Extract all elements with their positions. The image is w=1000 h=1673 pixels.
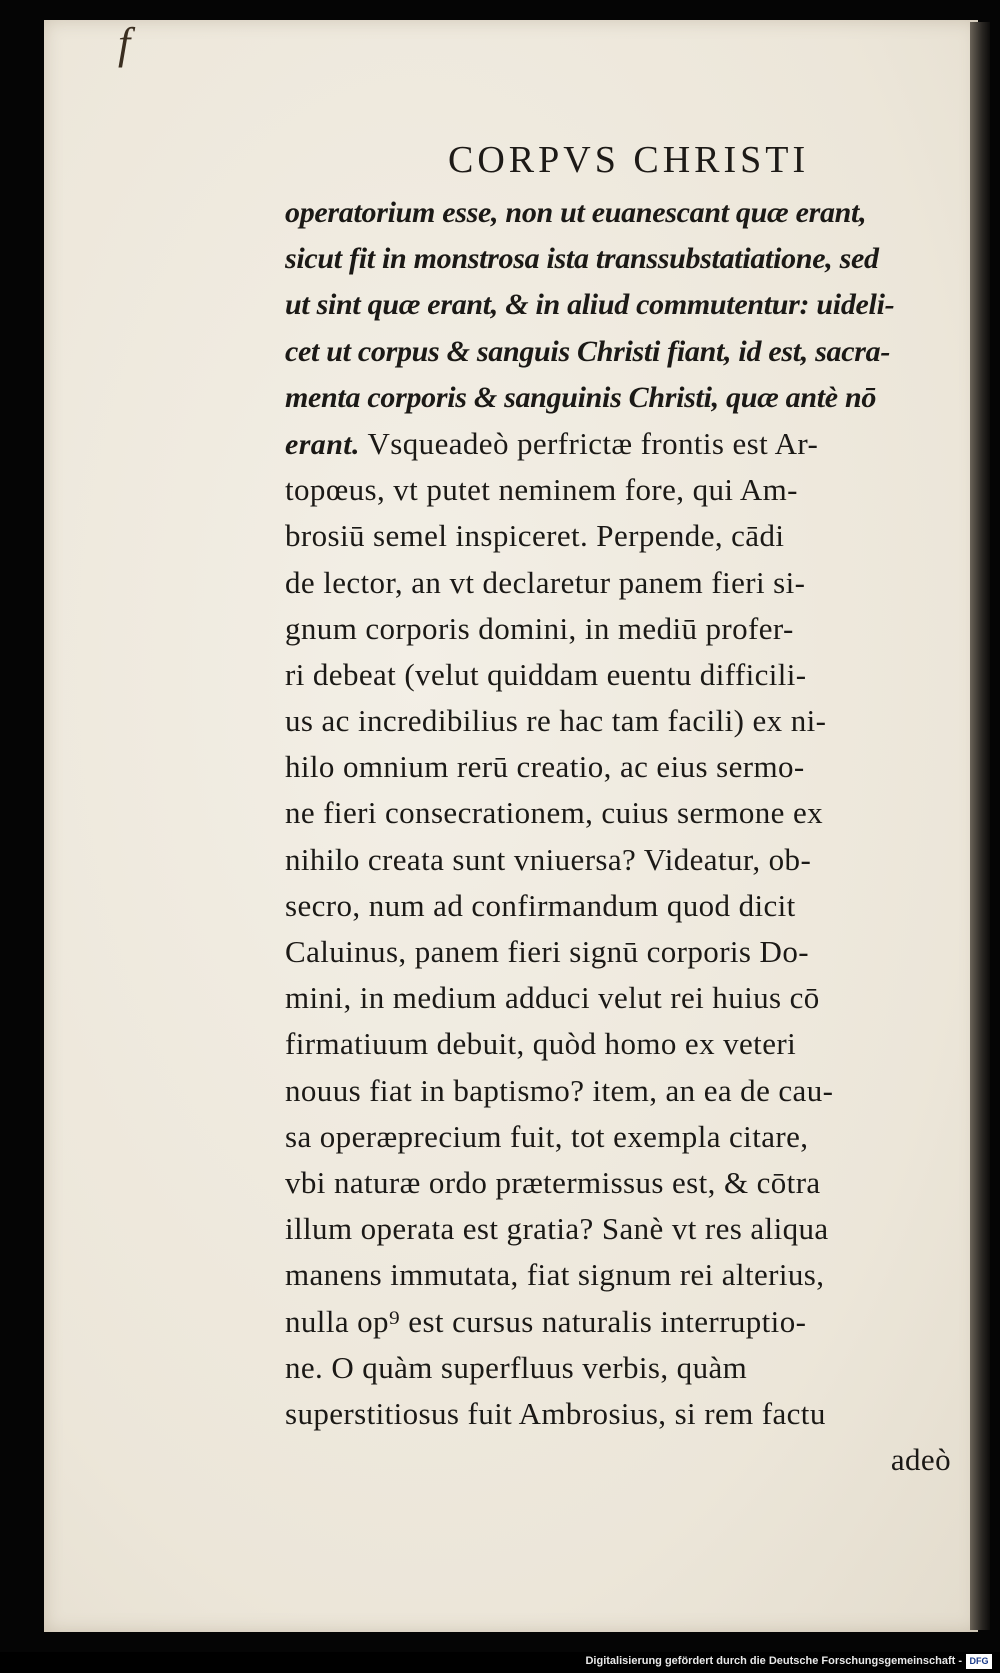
text-line: us ac incredibilius re hac tam facili) ex ni- [285, 703, 827, 739]
text-line: ne fieri consecrationem, cuius sermone ex [285, 795, 824, 831]
dfg-logo: DFG [966, 1654, 992, 1669]
text-line: vbi naturæ ordo prætermissus est, & cōtra [285, 1164, 821, 1200]
text-line: gnum corporis domini, in mediū profer- [285, 610, 794, 646]
text-line: ut sint quæ erant, & in aliud commutentur: uideli- [285, 288, 895, 322]
text-line: nulla op⁹ est cursus naturalis interruptio- [285, 1303, 807, 1339]
text-line: menta corporis & sanguinis Christi, quæ antè nō [285, 380, 877, 414]
text-line: operatorium esse, non ut euanescant quæ erant, [285, 196, 867, 229]
running-head: CORPVS CHRISTI [448, 139, 810, 181]
text-line: sa operæprecium fuit, tot exempla citare, [285, 1118, 809, 1154]
text-line: mini, in medium adduci velut rei huius cō [285, 980, 820, 1016]
text-line: manens immutata, fiat signum rei alterius, [285, 1257, 825, 1293]
text-line [285, 421, 957, 467]
text-line: superstitiosus fuit Ambrosius, si rem factu [285, 1395, 826, 1431]
text-line: topœus, vt putet neminem fore, qui Am- [285, 472, 798, 508]
text-line: sicut fit in monstrosa ista transsubstatiatione, sed [285, 242, 879, 276]
text-line: cet ut corpus & sanguis Christi fiant, id est, sacra- [285, 334, 891, 368]
body-text [285, 190, 957, 1483]
text-line: firmatiuum debuit, quòd homo ex veteri [285, 1026, 797, 1062]
text-line: Caluinus, panem fieri signū corporis Do- [285, 934, 809, 969]
roman-fragment: Vsqueadeò perfrictæ frontis est Ar- [359, 425, 819, 461]
footer-bar [0, 1652, 1000, 1673]
italic-fragment: erant. [285, 427, 360, 461]
text-line: illum operata est gratia? Sanè vt res aliqua [285, 1211, 829, 1247]
text-line: secro, num ad confirmandum quod dicit [285, 887, 796, 923]
text-line: nouus fiat in baptismo? item, an ea de cau- [285, 1072, 834, 1108]
text-line: ri debeat (velut quiddam euentu difficili- [285, 656, 807, 692]
text-line: de lector, an vt declaretur panem fieri si- [285, 564, 806, 600]
text-line: ne. O quàm superfluus verbis, quàm [285, 1349, 748, 1385]
folio-mark: f [118, 19, 131, 68]
page-edge-shadow [970, 22, 990, 1630]
text-line: nihilo creata sunt vniuersa? Videatur, ob- [285, 841, 812, 877]
funding-credit: Digitalisierung gefördert durch die Deutsche Forschungsgemeinschaft - [585, 1655, 962, 1667]
catchword: adeò [890, 1442, 951, 1478]
text-line: brosiū semel inspiceret. Perpende, cādi [285, 518, 785, 554]
text-line: hilo omnium rerū creatio, ac eius sermo- [285, 749, 805, 785]
